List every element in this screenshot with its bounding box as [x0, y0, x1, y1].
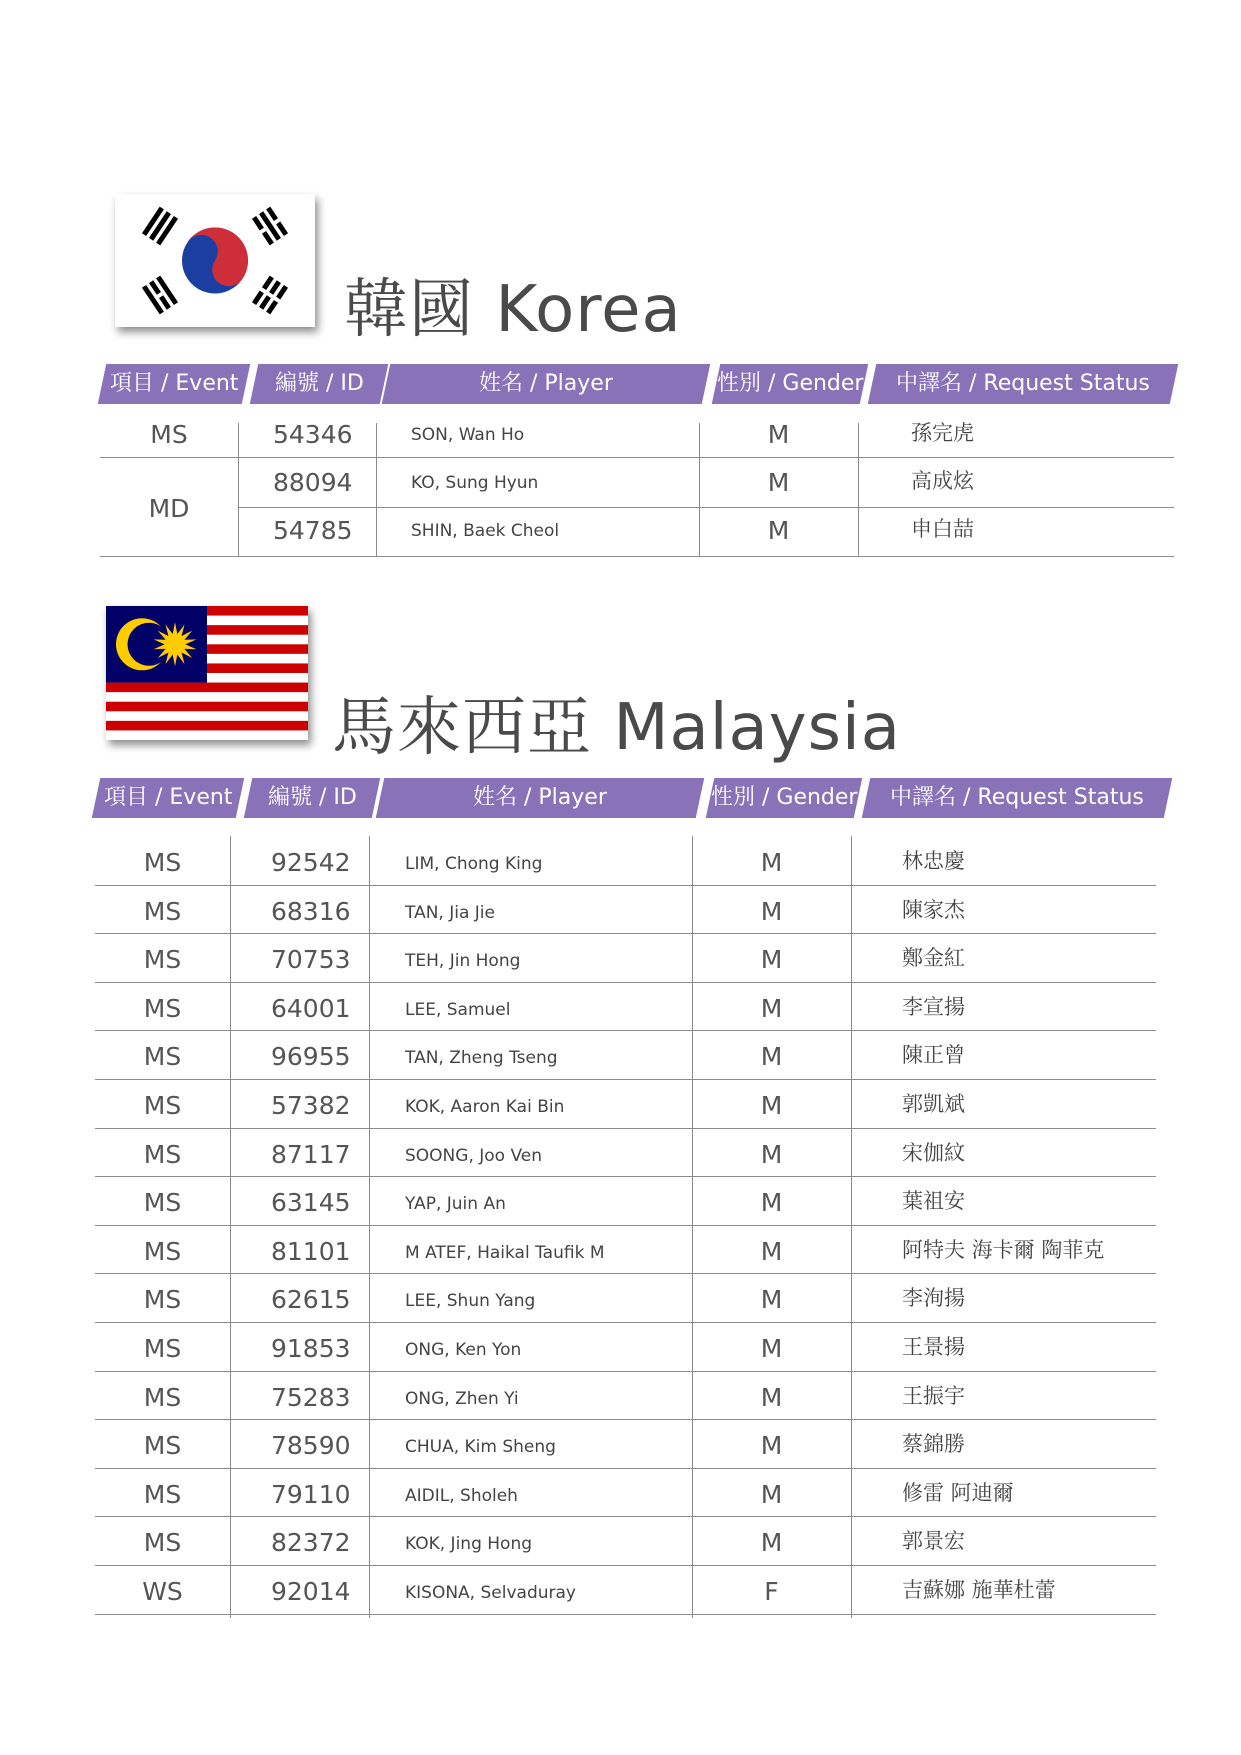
- korea-status-cell: 申白喆: [911, 517, 974, 541]
- malaysia-id-cell: 68316: [271, 896, 351, 926]
- malaysia-id-cell: 79110: [271, 1479, 351, 1509]
- malaysia-event-cell: MS: [143, 945, 182, 975]
- malaysia-gender-cell: M: [760, 945, 783, 975]
- malaysia-status-cell: 吉蘇娜 施華杜蕾: [902, 1578, 1056, 1602]
- malaysia-gender-cell: F: [764, 1577, 779, 1606]
- south-korea-flag-icon: [115, 194, 315, 327]
- malaysia-event-cell: MS: [143, 896, 182, 926]
- malaysia-player-cell: KOK, Aaron Kai Bin: [405, 1097, 565, 1117]
- malaysia-status-cell: 鄭金紅: [902, 946, 965, 971]
- header-gender-label: 性別 / Gender: [716, 371, 864, 396]
- korea-event-cell: MS: [150, 420, 188, 449]
- malaysia-id-cell: 81101: [271, 1236, 351, 1266]
- korea-header-id: [250, 364, 389, 404]
- korea-id-cell: 88094: [273, 468, 353, 497]
- korea-player-cell: SHIN, Baek Cheol: [411, 521, 560, 541]
- malaysia-gender-cell: M: [760, 1236, 783, 1266]
- malaysia-event-cell: MS: [143, 1042, 182, 1072]
- korea-id-cell: 54785: [273, 516, 353, 545]
- malaysia-hrule: [95, 1516, 1156, 1517]
- malaysia-status-cell: 葉祖安: [902, 1189, 965, 1214]
- malaysia-header-status: [862, 778, 1173, 818]
- malaysia-id-cell: 62615: [271, 1285, 351, 1315]
- malaysia-gender-cell: M: [760, 1479, 783, 1509]
- malaysia-id-cell: 57382: [271, 1091, 351, 1120]
- malaysia-status-cell: 陳正曾: [902, 1043, 965, 1068]
- header-player-label: 姓名 / Player: [479, 371, 613, 396]
- malaysia-hrule: [95, 885, 1156, 886]
- malaysia-hrule: [95, 1079, 1156, 1080]
- malaysia-hrule: [95, 1128, 1156, 1129]
- malaysia-status-cell: 修雷 阿迪爾: [902, 1480, 1014, 1505]
- malaysia-player-cell: KISONA, Selvaduray: [405, 1583, 576, 1603]
- malaysia-gender-cell: M: [760, 1334, 783, 1363]
- korea-event-cell: MD: [148, 494, 190, 523]
- malaysia-gender-cell: M: [760, 993, 783, 1023]
- korea-vrule: [858, 423, 859, 556]
- malaysia-status-cell: 林忠慶: [902, 849, 965, 873]
- korea-gender-cell: M: [767, 516, 790, 545]
- malaysia-gender-cell: M: [760, 896, 783, 926]
- malaysia-event-cell: MS: [143, 1236, 182, 1266]
- malaysia-status-cell: 阿特夫 海卡爾 陶菲克: [902, 1237, 1105, 1262]
- malaysia-status-cell: 宋伽紋: [902, 1140, 965, 1165]
- malaysia-status-cell: 郭凱斌: [902, 1092, 965, 1116]
- malaysia-gender-cell: M: [760, 1139, 783, 1169]
- malaysia-status-cell: 郭景宏: [902, 1529, 965, 1554]
- malaysia-player-cell: YAP, Juin An: [405, 1194, 506, 1215]
- malaysia-id-cell: 82372: [271, 1528, 351, 1558]
- malaysia-player-cell: LEE, Samuel: [405, 999, 511, 1020]
- malaysia-id-cell: 63145: [271, 1188, 351, 1218]
- malaysia-vrule: [851, 836, 852, 1618]
- malaysia-id-cell: 87117: [271, 1139, 351, 1169]
- malaysia-id-cell: 96955: [271, 1042, 351, 1072]
- malaysia-player-cell: M ATEF, Haikal Taufik M: [405, 1242, 605, 1263]
- korea-id-cell: 54346: [273, 420, 353, 449]
- korea-gender-cell: M: [767, 468, 790, 497]
- malaysia-status-cell: 王景揚: [902, 1335, 965, 1359]
- malaysia-hrule: [95, 982, 1156, 983]
- korea-hrule: [238, 507, 1174, 508]
- header-event-label: 項目 / Event: [103, 785, 233, 810]
- malaysia-status-cell: 李宣揚: [902, 994, 965, 1019]
- malaysia-gender-cell: M: [760, 848, 783, 877]
- korea-player-cell: KO, Sung Hyun: [411, 473, 539, 493]
- malaysia-hrule: [95, 1419, 1156, 1420]
- malaysia-player-cell: TEH, Jin Hong: [405, 951, 521, 972]
- korea-player-cell: SON, Wan Ho: [411, 425, 525, 445]
- korea-header-status: [868, 364, 1179, 404]
- malaysia-hrule: [95, 1468, 1156, 1469]
- malaysia-hrule: [95, 1565, 1156, 1566]
- malaysia-id-cell: 92542: [271, 848, 351, 877]
- malaysia-status-cell: 李洵揚: [902, 1286, 965, 1311]
- malaysia-event-cell: WS: [142, 1577, 183, 1606]
- malaysia-status-cell: 蔡錦勝: [902, 1432, 965, 1457]
- malaysia-player-cell: ONG, Zhen Yi: [405, 1388, 519, 1409]
- malaysia-event-cell: MS: [143, 1334, 182, 1363]
- malaysia-player-cell: CHUA, Kim Sheng: [405, 1437, 556, 1458]
- malaysia-player-cell: LEE, Shun Yang: [405, 1291, 536, 1312]
- korea-status-cell: 孫完虎: [911, 421, 974, 445]
- malaysia-event-cell: MS: [143, 848, 182, 877]
- malaysia-gender-cell: M: [760, 1188, 783, 1218]
- malaysia-id-cell: 70753: [271, 945, 351, 975]
- malaysia-hrule: [95, 1371, 1156, 1372]
- malaysia-flag-graphic: [106, 606, 308, 740]
- korea-status-cell: 高成炫: [911, 469, 974, 493]
- malaysia-header-player: [376, 778, 705, 818]
- malaysia-gender-cell: M: [760, 1042, 783, 1072]
- malaysia-gender-cell: M: [760, 1091, 783, 1120]
- malaysia-id-cell: 75283: [271, 1382, 351, 1412]
- malaysia-event-cell: MS: [143, 1091, 182, 1120]
- malaysia-flag-icon: [106, 606, 308, 740]
- malaysia-player-cell: AIDIL, Sholeh: [405, 1485, 518, 1506]
- malaysia-player-cell: TAN, Zheng Tseng: [405, 1048, 558, 1069]
- malaysia-event-cell: MS: [143, 1285, 182, 1315]
- malaysia-id-cell: 78590: [271, 1431, 351, 1461]
- korea-header-gender: [712, 364, 869, 404]
- malaysia-hrule: [95, 933, 1156, 934]
- malaysia-header-id: [244, 778, 381, 818]
- korea-header-event: [98, 364, 251, 404]
- malaysia-hrule: [95, 1225, 1156, 1226]
- malaysia-vrule: [230, 836, 231, 1618]
- malaysia-status-cell: 王振宇: [902, 1383, 965, 1408]
- header-status-label: 中譯名 / Request Status: [890, 785, 1144, 810]
- malaysia-player-cell: ONG, Ken Yon: [405, 1340, 522, 1360]
- malaysia-hrule: [95, 1030, 1156, 1031]
- malaysia-event-cell: MS: [143, 993, 182, 1023]
- malaysia-header-gender: [706, 778, 863, 818]
- south-korea-flag-graphic: [115, 194, 315, 327]
- malaysia-hrule: [95, 1273, 1156, 1274]
- malaysia-player-cell: TAN, Jia Jie: [405, 902, 495, 923]
- malaysia-gender-cell: M: [760, 1382, 783, 1412]
- malaysia-hrule: [95, 1176, 1156, 1177]
- malaysia-gender-cell: M: [760, 1285, 783, 1315]
- malaysia-event-cell: MS: [143, 1431, 182, 1461]
- malaysia-player-cell: SOONG, Joo Ven: [405, 1145, 543, 1166]
- korea-vrule: [376, 423, 377, 556]
- malaysia-id-cell: 92014: [271, 1577, 351, 1606]
- malaysia-hrule: [95, 1322, 1156, 1323]
- malaysia-hrule: [95, 1614, 1156, 1615]
- malaysia-status-cell: 陳家杰: [902, 897, 965, 922]
- malaysia-event-cell: MS: [143, 1528, 182, 1558]
- malaysia-event-cell: MS: [143, 1188, 182, 1218]
- malaysia-player-cell: KOK, Jing Hong: [405, 1534, 533, 1555]
- korea-hrule: [100, 457, 1174, 458]
- malaysia-gender-cell: M: [760, 1431, 783, 1461]
- header-player-label: 姓名 / Player: [473, 785, 607, 810]
- malaysia-player-cell: LIM, Chong King: [405, 854, 543, 874]
- korea-header-player: [382, 364, 711, 404]
- header-gender-label: 性別 / Gender: [710, 785, 858, 810]
- korea-hrule: [100, 556, 1174, 557]
- malaysia-title: 馬來西亞 Malaysia: [332, 691, 901, 765]
- header-id-label: 編號 / ID: [274, 371, 364, 396]
- malaysia-id-cell: 91853: [271, 1334, 351, 1363]
- korea-title: 韓國 Korea: [344, 273, 682, 347]
- malaysia-vrule: [369, 836, 370, 1618]
- korea-vrule: [238, 423, 239, 556]
- malaysia-id-cell: 64001: [271, 993, 351, 1023]
- malaysia-gender-cell: M: [760, 1528, 783, 1558]
- malaysia-event-cell: MS: [143, 1382, 182, 1412]
- header-event-label: 項目 / Event: [109, 371, 239, 396]
- malaysia-event-cell: MS: [143, 1479, 182, 1509]
- header-status-label: 中譯名 / Request Status: [896, 371, 1150, 396]
- header-id-label: 編號 / ID: [267, 785, 357, 810]
- malaysia-event-cell: MS: [143, 1139, 182, 1169]
- korea-gender-cell: M: [767, 420, 790, 449]
- malaysia-header-event: [92, 778, 245, 818]
